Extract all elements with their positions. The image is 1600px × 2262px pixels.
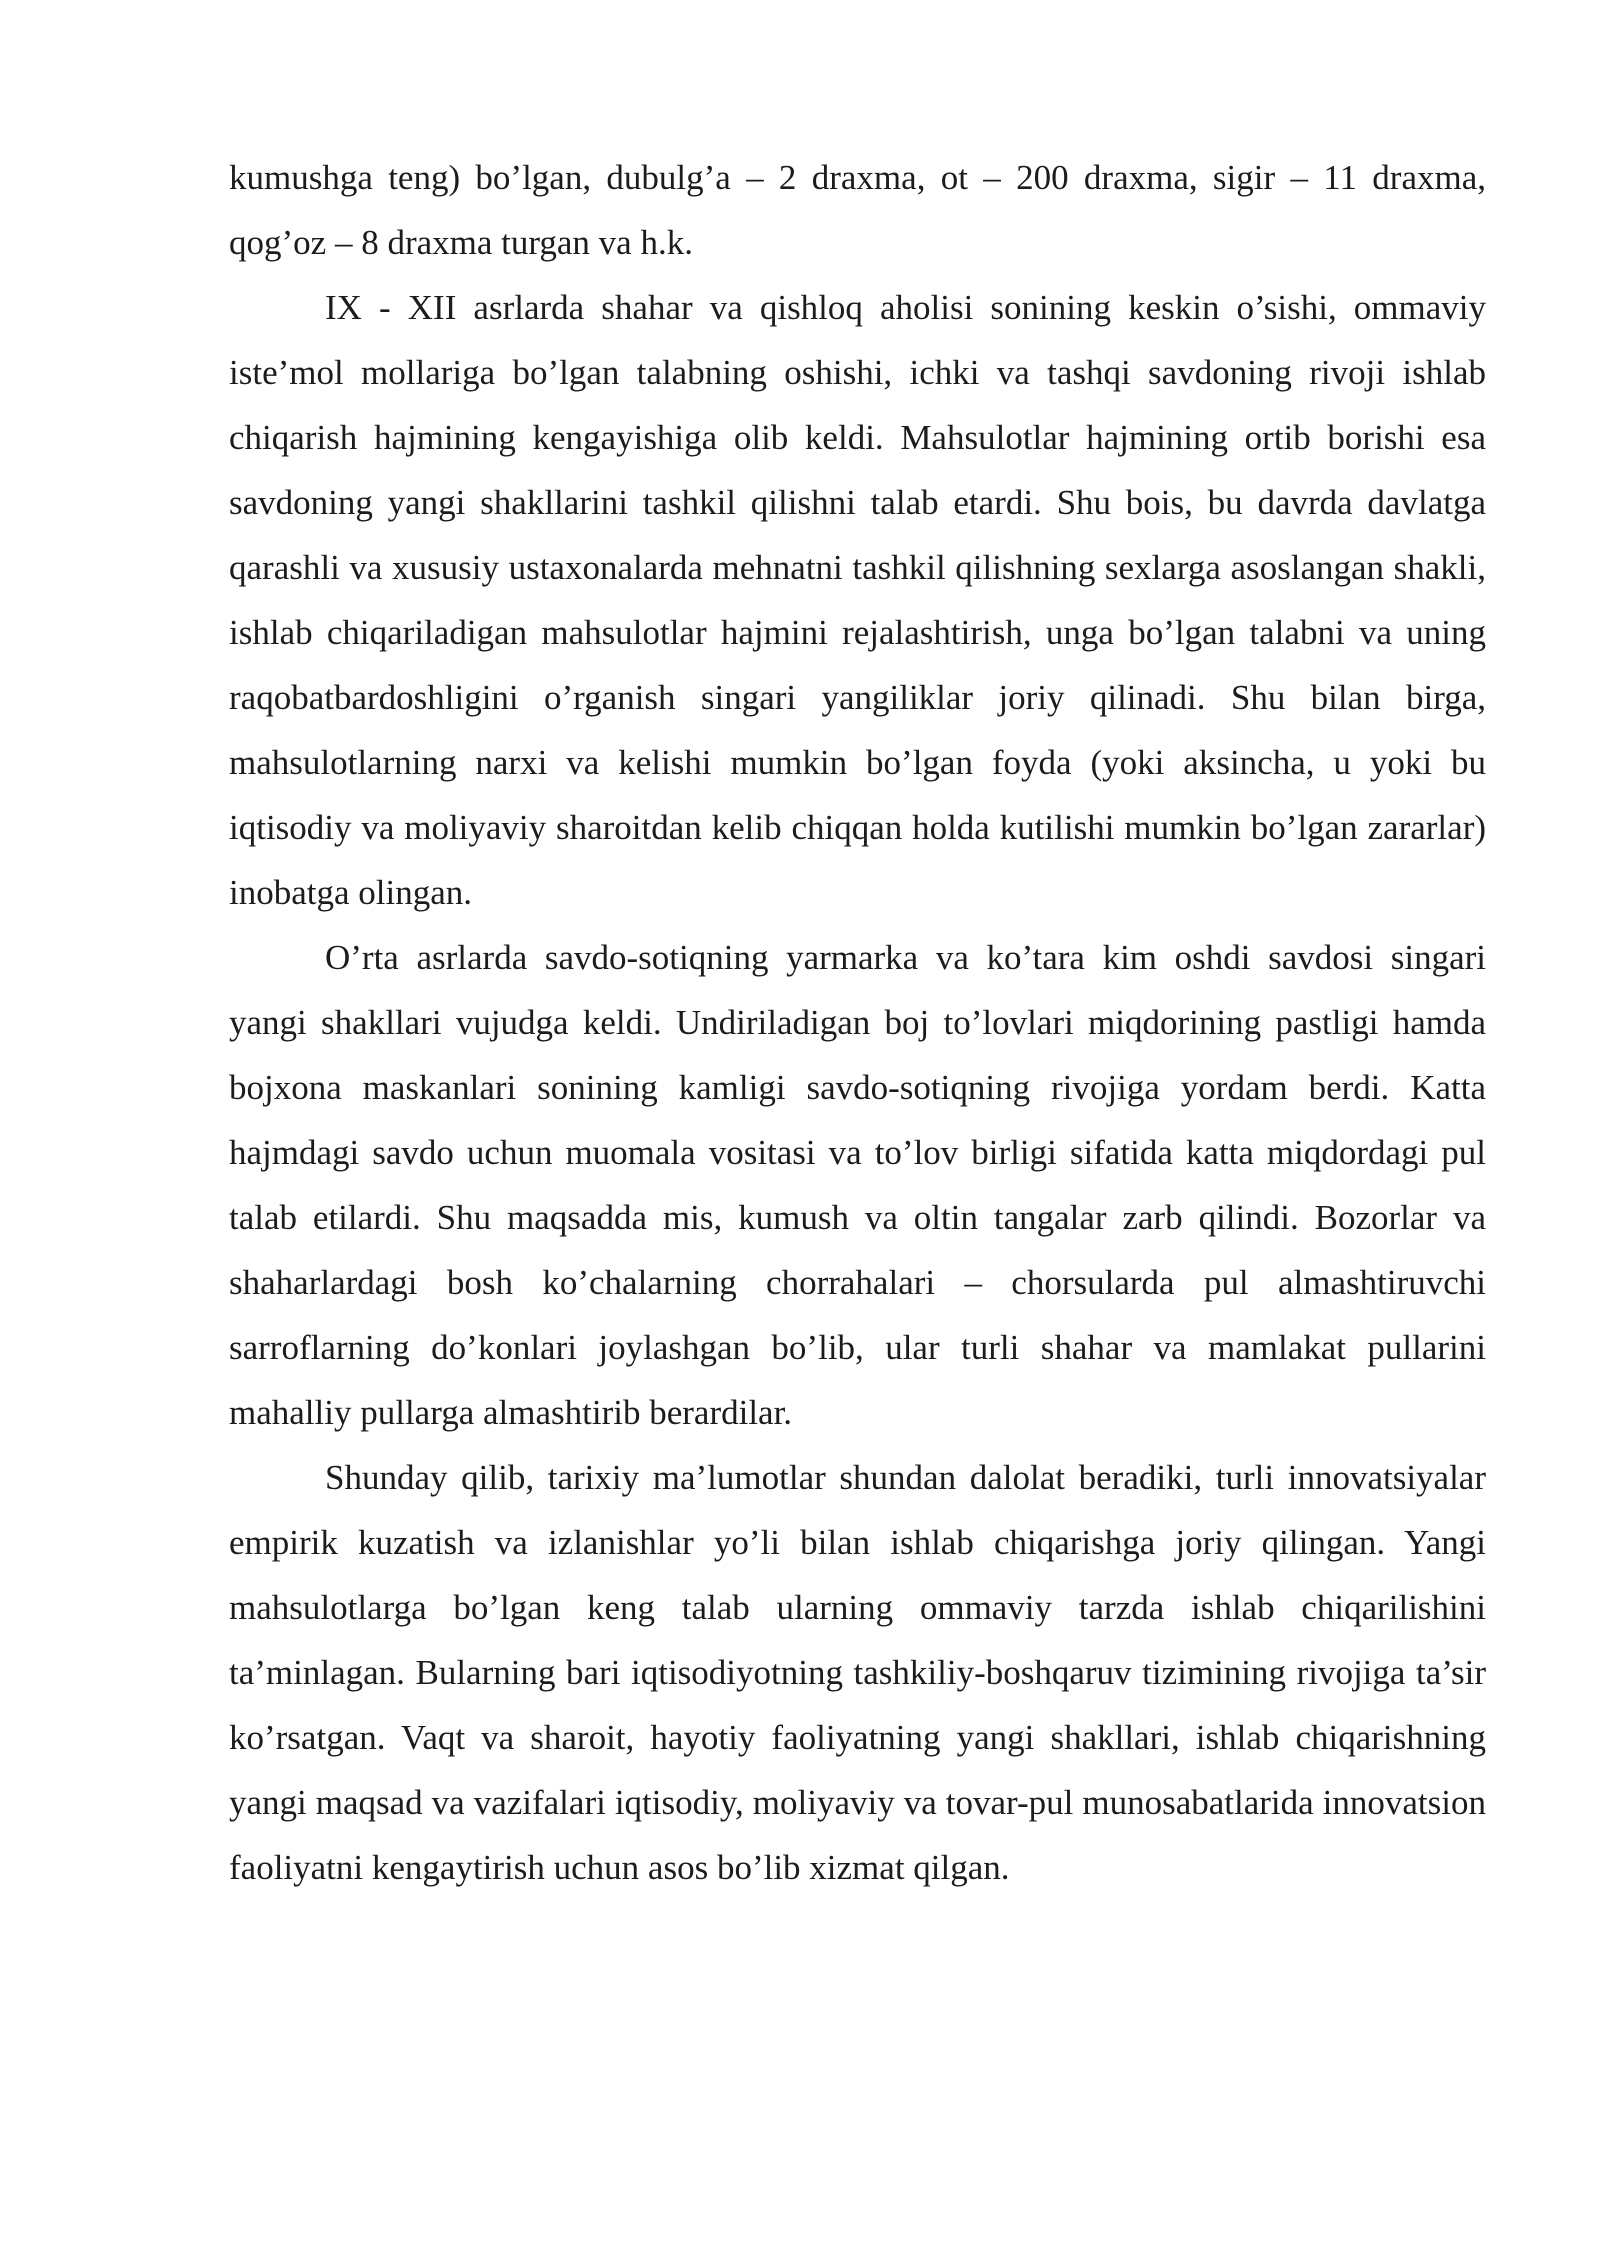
paragraph-continuation: kumushga teng) bo’lgan, dubulg’a – 2 draxma, ot – 200 draxma, sigir – 11 draxma, qog’oz – 8 draxma turgan va h.k. [229, 158, 1486, 262]
document-body [229, 145, 1486, 1900]
paragraph-middle-ages-trade: O’rta asrlarda savdo-sotiqning yarmarka va ko’tara kim oshdi savdosi singari yangi shakllari vujudga keldi. Undiriladigan boj to’lovlari miqdorining pastligi hamda bojxona maskanlari sonining kamligi savdo-sotiqning rivojiga yordam berdi. Katta hajmdagi savdo uchun muomala vositasi va to’lov birligi sifatida katta miqdordagi pul talab etilardi. Shu maqsadda mis, kumush va oltin tangalar zarb qilindi. Bozorlar va shaharlardagi bosh ko’chalarning chorrahalari – chorsularda pul almashtiruvchi sarroflarning do’konlari joylashgan bo’lib, ular turli shahar va mamlakat pullarini mahalliy pullarga almashtirib berardilar. [229, 938, 1486, 1432]
paragraph-ix-xii-centuries: IX - XII asrlarda shahar va qishloq aholisi sonining keskin o’sishi, ommaviy iste’mol mollariga bo’lgan talabning oshishi, ichki va tashqi savdoning rivoji ishlab chiqarish hajmining kengayishiga olib keldi. Mahsulotlar hajmining ortib borishi esa savdoning yangi shakllarini tashkil qilishni talab etardi. Shu bois, bu davrda davlatga qarashli va xususiy ustaxonalarda mehnatni tashkil qilishning sexlarga asoslangan shakli, ishlab chiqariladigan mahsulotlar hajmini rejalashtirish, unga bo’lgan talabni va uning raqobatbardoshligini o’rganish singari yangiliklar joriy qilinadi. Shu bilan birga, mahsulotlarning narxi va kelishi mumkin bo’lgan foyda (yoki aksincha, u yoki bu iqtisodiy va moliyaviy sharoitdan kelib chiqqan holda kutilishi mumkin bo’lgan zararlar) inobatga olingan. [229, 288, 1486, 912]
paragraph-conclusion: Shunday qilib, tarixiy ma’lumotlar shundan dalolat beradiki, turli innovatsiyalar empirik kuzatish va izlanishlar yo’li bilan ishlab chiqarishga joriy qilingan. Yangi mahsulotlarga bo’lgan keng talab ularning ommaviy tarzda ishlab chiqarilishini ta’minlagan. Bularning bari iqtisodiyotning tashkiliy-boshqaruv tizimining rivojiga ta’sir ko’rsatgan. Vaqt va sharoit, hayotiy faoliyatning yangi shakllari, ishlab chiqarishning yangi maqsad va vazifalari iqtisodiy, moliyaviy va tovar-pul munosabatlarida innovatsion faoliyatni kengaytirish uchun asos bo’lib xizmat qilgan. [229, 1458, 1486, 1887]
